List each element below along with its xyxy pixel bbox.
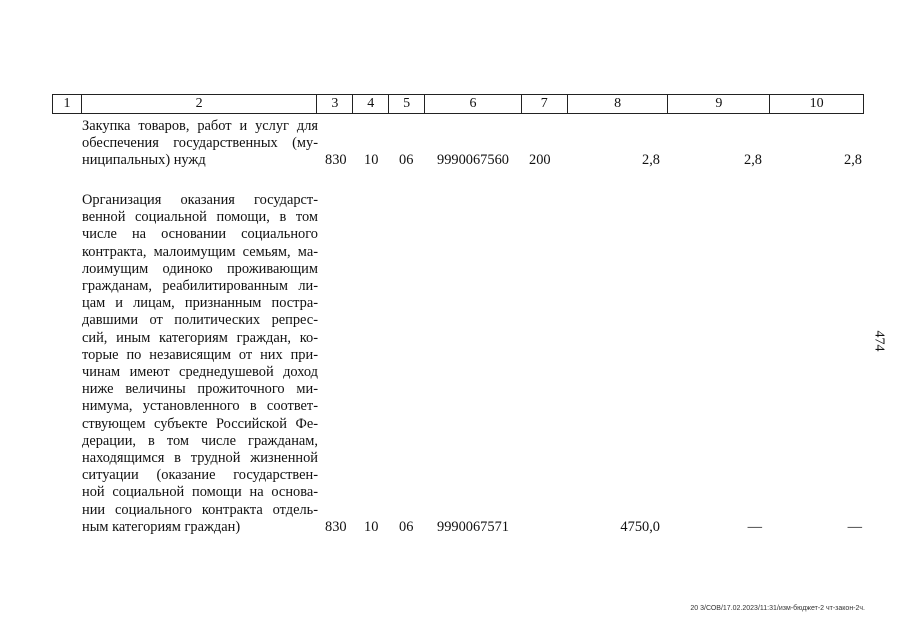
row-1-c8: 2,8: [642, 152, 660, 168]
row-1-description: [82, 118, 318, 170]
header-col-6: 6: [425, 95, 522, 113]
header-col-2: 2: [82, 95, 317, 113]
header-col-7: 7: [522, 95, 568, 113]
desc-line: цам и лицам, признанным постра-: [82, 295, 318, 312]
desc-line: венной социальной помощи, в том: [82, 209, 318, 226]
row-1-c4: 10: [364, 152, 379, 168]
desc-line: нии социального контракта отдель-: [82, 501, 318, 518]
row-2-c10: —: [847, 519, 862, 535]
desc-line: давшими от политических репрес-: [82, 312, 318, 329]
row-2-c3: 830: [325, 519, 347, 535]
row-1-c5: 06: [399, 152, 414, 168]
desc-line: гражданам, реабилитированным ли-: [82, 278, 318, 295]
page-number: 474: [871, 330, 887, 352]
row-2-c6: 9990067571: [437, 519, 509, 535]
row-2-description: [82, 192, 318, 536]
desc-line: обеспечения государственных (му-: [82, 135, 318, 152]
row-2-c5: 06: [399, 519, 414, 535]
desc-line: Организация оказания государст-: [82, 192, 318, 208]
row-1-c6: 9990067560: [437, 152, 509, 168]
desc-line: контракта, малоимущим семьям, ма-: [82, 243, 318, 260]
header-col-3: 3: [317, 95, 353, 113]
desc-line: ситуации (оказание государствен-: [82, 467, 318, 484]
row-1-c7: 200: [529, 152, 551, 168]
row-1-c10: 2,8: [844, 152, 862, 168]
row-2-c8: 4750,0: [620, 519, 660, 535]
row-1-c3: 830: [325, 152, 347, 168]
desc-line: числе на основании социального: [82, 226, 318, 243]
row-1-c9: 2,8: [744, 152, 762, 168]
desc-line: находящимся в трудной жизненной: [82, 450, 318, 467]
desc-line: ствующем субъекте Российской Фе-: [82, 415, 318, 432]
header-col-9: 9: [668, 95, 770, 113]
desc-line: сий, иным категориям граждан, ко-: [82, 329, 318, 346]
table-header: [52, 94, 864, 114]
desc-line: торые по независящим от них при-: [82, 346, 318, 363]
row-2-c4: 10: [364, 519, 379, 535]
header-col-1: 1: [53, 95, 82, 113]
desc-line: лоимущим одиноко проживающим: [82, 260, 318, 277]
header-col-4: 4: [353, 95, 389, 113]
row-2-c9: —: [747, 519, 762, 535]
header-col-5: 5: [389, 95, 425, 113]
desc-line: Закупка товаров, работ и услуг для: [82, 118, 318, 134]
desc-line: ниже величины прожиточного ми-: [82, 381, 318, 398]
desc-line: нимума, установленного в соответ-: [82, 398, 318, 415]
desc-line: ниципальных) нужд: [82, 152, 206, 169]
desc-line: чинам имеют среднедушевой доход: [82, 364, 318, 381]
desc-line: дерации, в том числе гражданам,: [82, 432, 318, 449]
desc-line: ным категориям граждан): [82, 518, 241, 535]
header-col-8: 8: [568, 95, 669, 113]
desc-line: ной социальной помощи на основа-: [82, 484, 318, 501]
footer-stamp: 20 3/СОВ/17.02.2023/11:31/изм-бюджет-2 чт-закон-2ч.: [690, 605, 865, 612]
header-col-10: 10: [809, 96, 824, 111]
